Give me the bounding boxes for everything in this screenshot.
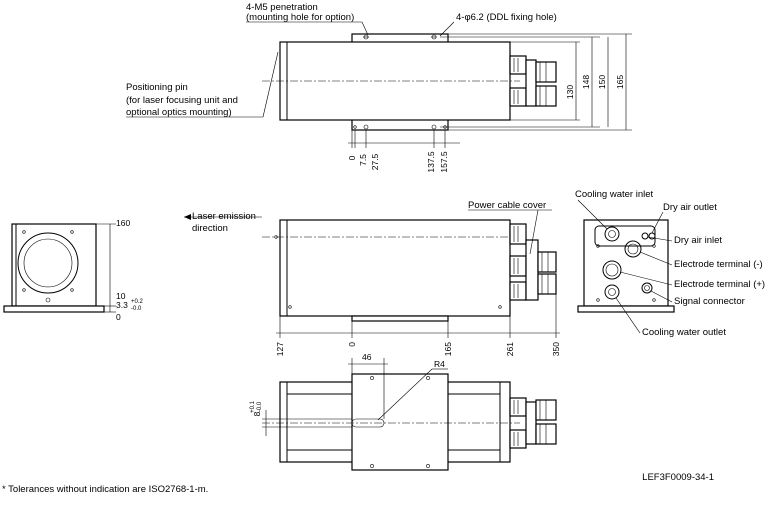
pin-callout-line1: Positioning pin bbox=[126, 82, 188, 93]
rear-view bbox=[575, 189, 765, 338]
tol-plus: +0.2 bbox=[131, 299, 143, 305]
bottom-view bbox=[250, 352, 556, 470]
dim-46: 46 bbox=[362, 352, 372, 362]
electrode-neg-callout: Electrode terminal (-) bbox=[674, 259, 763, 270]
dry-air-inlet-callout: Dry air inlet bbox=[674, 235, 723, 246]
top-view bbox=[126, 2, 632, 173]
dim-front-165: 165 bbox=[443, 342, 453, 357]
dim-10: 10 bbox=[116, 291, 126, 301]
dim-350: 350 bbox=[551, 342, 561, 357]
dim-148: 148 bbox=[581, 74, 591, 90]
drawing-id: LEF3F0009-34-1 bbox=[642, 472, 714, 483]
pin-callout-line3: optional optics mounting) bbox=[126, 107, 232, 118]
dim-130: 130 bbox=[565, 84, 575, 100]
dim-261: 261 bbox=[505, 342, 515, 357]
front-connectors bbox=[510, 224, 556, 300]
dry-air-outlet-callout: Dry air outlet bbox=[663, 202, 717, 213]
emission-label-2: direction bbox=[192, 223, 228, 234]
bottom-tol-plus: +0.1 bbox=[250, 401, 256, 413]
electrode-pos-callout: Electrode terminal (+) bbox=[674, 279, 766, 290]
dim-8: 8 bbox=[252, 411, 262, 417]
emission-label-1: Laser emission bbox=[192, 211, 256, 222]
front-base bbox=[352, 316, 448, 321]
tolerance-footnote: * Tolerances without indication are ISO2768-1-m. bbox=[2, 484, 209, 495]
pin-callout-line2: (for laser focusing unit and bbox=[126, 95, 238, 106]
dim-front-0: 0 bbox=[347, 342, 357, 347]
dim-3-3: 3.3 bbox=[116, 300, 128, 310]
dim-side-0: 0 bbox=[116, 312, 121, 322]
dim-165: 165 bbox=[615, 74, 625, 90]
side-body bbox=[12, 224, 96, 306]
front-view bbox=[184, 200, 561, 356]
dim-7-5: 7.5 bbox=[358, 154, 368, 166]
dim-27-5: 27.5 bbox=[370, 153, 380, 171]
bottom-plate bbox=[352, 374, 448, 470]
dim-127: 127 bbox=[275, 342, 285, 357]
side-base bbox=[4, 306, 104, 312]
signal-connector-callout: Signal connector bbox=[674, 296, 745, 307]
cooling-inlet-callout: Cooling water inlet bbox=[575, 189, 654, 200]
dim-157-5: 157.5 bbox=[439, 151, 449, 173]
dim-150: 150 bbox=[597, 74, 607, 90]
front-housing bbox=[280, 220, 510, 316]
dim-137-5: 137.5 bbox=[426, 151, 436, 173]
dim-0: 0 bbox=[347, 155, 357, 161]
side-view bbox=[4, 218, 144, 322]
dim-160: 160 bbox=[116, 218, 131, 228]
bottom-tol-minus: -0.0 bbox=[257, 401, 263, 413]
m5-callout: 4-M5 penetration bbox=[246, 2, 318, 13]
rear-base bbox=[578, 306, 674, 312]
m5-callout-sub: (mounting hole for option) bbox=[246, 12, 355, 23]
r4-label: R4 bbox=[434, 359, 445, 369]
power-cover-callout: Power cable cover bbox=[468, 200, 547, 211]
tol-minus: -0.0 bbox=[131, 306, 142, 312]
fixing-hole-callout: 4-φ6.2 (DDL fixing hole) bbox=[456, 12, 557, 23]
cooling-outlet-callout: Cooling water outlet bbox=[642, 327, 726, 338]
top-bottom-dims bbox=[347, 130, 460, 173]
